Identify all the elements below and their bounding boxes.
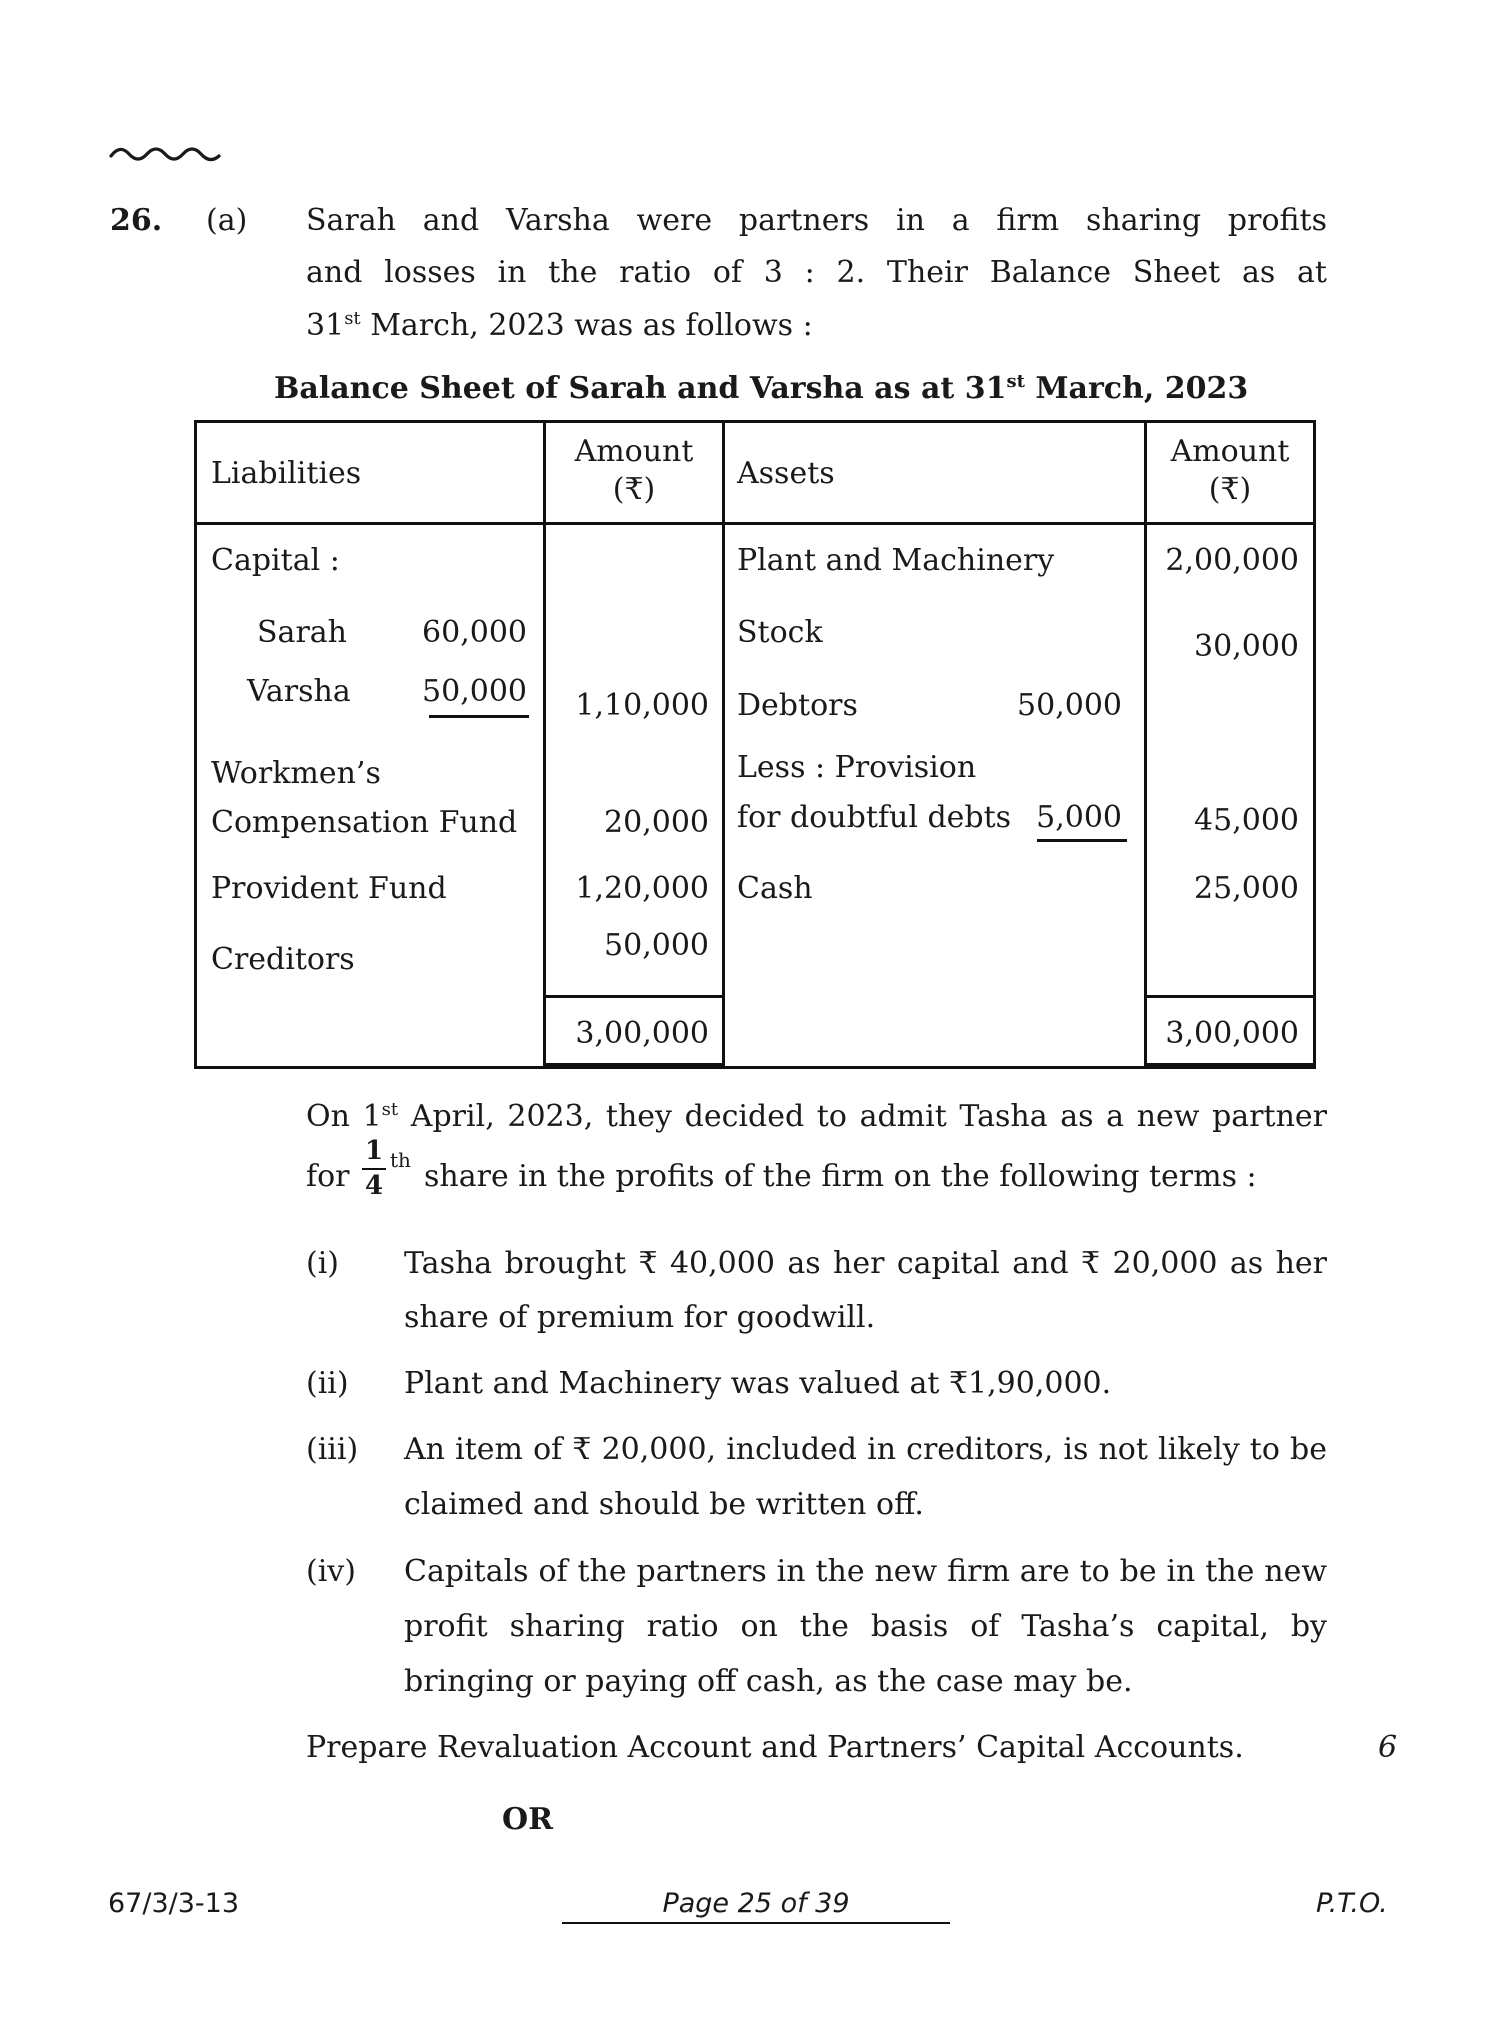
varsha-underline [429,715,529,718]
pm-amount: 2,00,000 [1165,543,1299,578]
total-line-left [543,995,725,998]
liabilities-total: 3,00,000 [575,1016,709,1051]
varsha-label: Varsha [247,674,351,709]
term-line: claimed and should be written off. [404,1487,924,1522]
debtors-amount: 50,000 [1017,688,1122,723]
col-divider [543,423,546,1066]
term-number: (iv) [306,1554,356,1589]
cash-amount: 25,000 [1194,871,1299,906]
question-number: 26. [110,203,163,238]
wave-mark-icon [108,138,226,168]
fraction-denominator: 4 [364,1171,384,1201]
fraction-one-fourth [362,1138,386,1199]
capital-label: Capital : [211,543,340,578]
term-number: (ii) [306,1366,349,1401]
pf-amount: 1,20,000 [575,871,709,906]
header-currency-left: (₹) [612,472,656,507]
less-provision-line-1: Less : Provision [737,750,977,785]
less-provision-line-2: for doubtful debts [737,800,1012,835]
wcf-line-1: Workmen’s [211,756,381,791]
creditors-label: Creditors [211,942,355,977]
header-divider [197,522,1313,525]
balance-sheet-title: Balance Sheet of Sarah and Varsha as at 31st March, 2023 [274,371,1249,406]
term-line: profit sharing ratio on the basis of Tasha’s capital, by [404,1609,1327,1644]
stock-label: Stock [737,615,823,650]
col-divider [722,423,725,1066]
header-liabilities: Liabilities [211,456,362,491]
pm-label: Plant and Machinery [737,543,1055,578]
stock-amount: 30,000 [1194,629,1299,664]
question-part: (a) [206,203,248,238]
term-line: Plant and Machinery was valued at ₹1,90,000. [404,1366,1112,1401]
intro-line-2: and losses in the ratio of 3 : 2. Their Balance Sheet as at [306,255,1327,290]
marks: 6 [1378,1730,1398,1765]
paper-code: 67/3/3-13 [108,1888,240,1919]
total-double-right [1144,1063,1313,1066]
provision-underline [1037,839,1127,842]
balance-sheet-table [194,420,1316,1069]
term-line: share of premium for goodwill. [404,1300,876,1335]
intro-line-3: 31st March, 2023 was as follows : [306,308,813,343]
fraction-bar [362,1168,386,1170]
total-line-right [1144,995,1313,998]
sarah-amount: 60,000 [422,615,527,650]
fraction-sup: th [390,1148,411,1172]
sarah-label: Sarah [257,615,347,650]
pf-label: Provident Fund [211,871,447,906]
page-number-underline [562,1922,950,1924]
or-separator: OR [502,1802,554,1837]
term-line: Capitals of the partners in the new firm are to be in the new [404,1554,1327,1589]
creditors-amount: 50,000 [604,928,709,963]
debtors-label: Debtors [737,688,858,723]
col-divider [1144,423,1147,1066]
fraction-numerator: 1 [364,1136,384,1166]
capital-total: 1,10,000 [575,688,709,723]
net-debtors-amount: 45,000 [1194,803,1299,838]
wcf-line-2: Compensation Fund [211,805,518,840]
intro-line-1: Sarah and Varsha were partners in a firm sharing profits [306,203,1327,238]
header-amount-right: Amount [1170,434,1290,469]
pto-label: P.T.O. [1316,1888,1388,1919]
instruction: Prepare Revaluation Account and Partners’ Capital Accounts. [306,1730,1244,1765]
varsha-amount: 50,000 [422,674,527,709]
assets-total: 3,00,000 [1165,1016,1299,1051]
term-line: bringing or paying off cash, as the case may be. [404,1664,1133,1699]
total-double-left [543,1063,725,1066]
provision-amount: 5,000 [1036,800,1122,835]
header-amount-left: Amount [574,434,694,469]
page-number: Page 25 of 39 [662,1888,850,1919]
admission-line-2-for: for [306,1159,350,1194]
header-assets: Assets [737,456,835,491]
term-line: Tasha brought ₹ 40,000 as her capital and ₹ 20,000 as her [404,1246,1327,1281]
admission-line-2: share in the profits of the firm on the following terms : [424,1159,1257,1194]
wcf-amount: 20,000 [604,805,709,840]
term-line: An item of ₹ 20,000, included in creditors, is not likely to be [404,1432,1327,1467]
cash-label: Cash [737,871,813,906]
header-currency-right: (₹) [1208,472,1252,507]
term-number: (i) [306,1246,340,1281]
term-number: (iii) [306,1432,359,1467]
admission-line-1: On 1st April, 2023, they decided to admit Tasha as a new partner [306,1099,1327,1134]
